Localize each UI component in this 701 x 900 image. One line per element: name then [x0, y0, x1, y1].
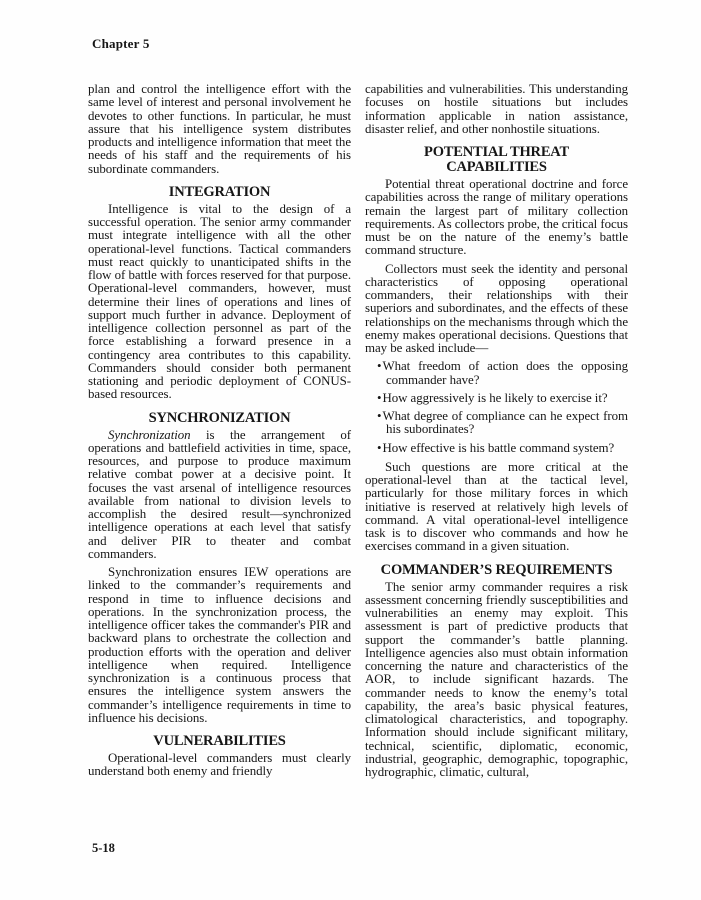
paragraph-vulnerabilities-continuation: capabilities and vulnerabilities. This understanding focuses on hostile situations but includes information applicable in nation assistance, disaster relief, and other nonhostile situations. — [365, 82, 628, 136]
paragraph-potential-threat-1: Potential threat operational doctrine and force capabilities across the range of military operations remain the largest part of military collection requirements. As collectors probe, the critical focus must be on the nature of the enemy’s battle command structure. — [365, 177, 628, 258]
two-column-layout — [88, 83, 628, 779]
question-bullet-item: • What degree of compliance can he expect from his subordinates? — [377, 410, 628, 437]
chapter-header: Chapter 5 — [92, 36, 150, 51]
paragraph-potential-threat-2: Collectors must seek the identity and personal characteristics of opposing operational commanders, their relationships with their superiors and subordinates, and the effects of these relationships on the mechanisms through which the enemy makes operational decisions. Questions that may be asked include— — [365, 261, 628, 355]
question-bullet-item: • How effective is his battle command system? — [377, 442, 628, 455]
paragraph-potential-threat-3: Such questions are more critical at the operational-level than at the tactical level, particularly for those military forces in which initiative is reserved at relatively high levels of command. A vital operational-level intelligence task is to discover who commands and how he exercises command in a given situation. — [365, 459, 628, 554]
italic-lead-word: Synchronization — [108, 427, 191, 442]
right-column — [365, 83, 628, 779]
question-bullet-item: • How aggressively is he likely to exercise it? — [377, 392, 628, 405]
paragraph-integration: Intelligence is vital to the design of a successful operation. The senior army commander must integrate intelligence with all the other operational-level functions. Tactical commanders must react quickly to unanticipated shifts in the flow of battle with forces reserved for that purpose. Operational-level commanders, however, must determine their lines of operations and lines of support much further in advance. Deployment of intelligence collection personnel as part of the force establishing a forward presence in a contingency area contributes to this capability. Commanders should consider both permanent stationing and periodic deployment of CONUS-based resources. — [88, 201, 351, 402]
question-bullet-list — [365, 360, 628, 455]
paragraph-commanders-requirements: The senior army commander requires a risk assessment concerning friendly susceptibilities and vulnerabilities an enemy may exploit. This assessment is part of predictive products that support the commander’s battle planning. Intelligence agencies also must obtain information concerning the nature and characteristics of the AOR, to include significant hazards. The commander needs to know the enemy’s total capability, the area’s basic physical features, climatological characteristics, and topography. Information should include significant military, technical, scientific, diplomatic, economic, industrial, geographic, demographic, topographic, hydrographic, climatic, cultural, — [365, 579, 628, 779]
left-column — [88, 83, 351, 779]
section-heading-integration: INTEGRATION — [168, 183, 271, 200]
paragraph-synchronization-1 — [88, 429, 351, 562]
section-heading-vulnerabilities: VULNERABILITIES — [153, 733, 286, 749]
section-heading-synchronization: SYNCHRONIZATION — [148, 409, 291, 426]
paragraph-synchronization-2: Synchronization ensures IEW operations are linked to the commander’s requirements and respond in time to influence decisions and operations. In the synchronization process, the intelligence officer takes the commander's PIR and backward plans to orchestrate the collection and production efforts with the operation and deliver intelligence when required. Intelligence synchronization is a continuous process that ensures the intelligence system answers the commander’s intelligence requirements in time to influence his decisions. — [88, 565, 351, 725]
paragraph-vulnerabilities: Operational-level commanders must clearly understand both enemy and friendly — [88, 751, 351, 779]
section-heading-commanders-requirements: COMMANDER’S REQUIREMENTS — [380, 561, 613, 578]
heading-line-2: CAPABILITIES — [446, 159, 547, 175]
paragraph-continuation: plan and control the intelligence effort with the same level of interest and personal involvement he devotes to other functions. In particular, he must assure that his intelligence system distributes products and intelligence information that meet the needs of his staff and the requirements of his subordinate commanders. — [88, 82, 351, 176]
page-number: 5-18 — [92, 841, 115, 855]
heading-line-1: POTENTIAL THREAT — [424, 144, 569, 160]
question-bullet-item: • What freedom of action does the opposing commander have? — [377, 360, 628, 387]
paragraph-synchronization-1-rest: is the arrangement of operations and battlefield activities in time, space, resources, and purpose to produce maximum relative combat power at a decisive point. It focuses the vast arsenal of intelligence resources available from national to division levels to accomplish the desired result—synchronized intelligence operations at each level that satisfy and deliver PIR to theater and combat commanders. — [88, 427, 351, 561]
section-heading-potential-threat — [365, 145, 628, 175]
